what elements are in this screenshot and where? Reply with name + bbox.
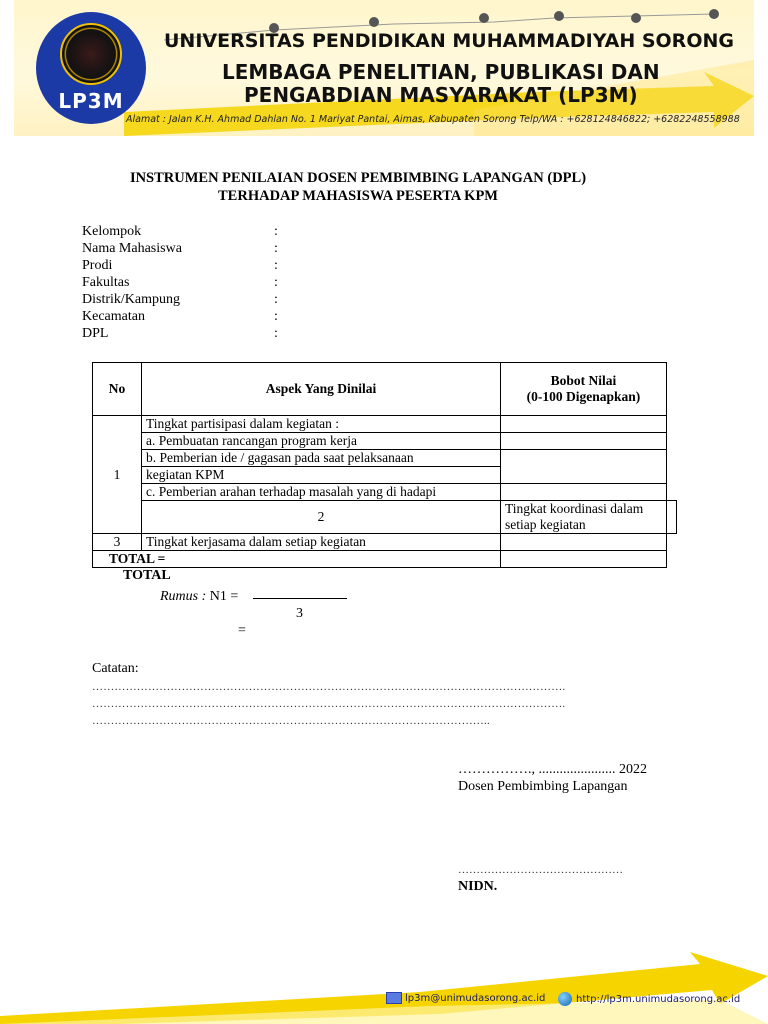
score-cell[interactable] <box>501 534 667 551</box>
document-title-line2: TERHADAP MAHASISWA PESERTA KPM <box>218 188 498 204</box>
score-cell[interactable] <box>667 501 677 534</box>
score-cell[interactable] <box>501 484 667 501</box>
header-aspek: Aspek Yang Dinilai <box>142 363 501 416</box>
field-colon: : <box>274 326 278 341</box>
document-title-line1: INSTRUMEN PENILAIAN DOSEN PEMBIMBING LAPANGAN (DPL) <box>129 170 587 186</box>
footer-email-text: lp3m@unimudasorong.ac.id <box>405 992 546 1004</box>
aspect-cell: Tingkat koordinasi dalam setiap kegiatan <box>501 501 667 534</box>
table-row <box>93 433 677 450</box>
footer-arrow-graphic <box>0 944 768 1024</box>
letterhead-banner <box>14 0 754 136</box>
table-row <box>93 450 677 467</box>
total-score-cell[interactable] <box>501 551 667 568</box>
header-bobot-line1: Bobot Nilai <box>550 373 617 388</box>
identity-fields <box>82 224 278 343</box>
formula-result-equals: = <box>238 623 246 638</box>
notes-line[interactable]: …………………………………………………………………………………………….. <box>92 715 490 727</box>
aspect-cell: c. Pemberian arahan terhadap masalah yang di hadapi <box>142 484 501 501</box>
table-row <box>93 501 677 534</box>
signature-name-line[interactable]: ……………………………………… <box>458 864 623 876</box>
mail-icon <box>386 992 402 1004</box>
field-colon: : <box>274 275 278 290</box>
field-label: Fakultas <box>82 275 130 290</box>
formula-label: Rumus : <box>160 589 207 604</box>
aspect-cell: b. Pemberian ide / gagasan pada saat pelaksanaan <box>142 450 501 467</box>
field-kelompok <box>82 224 278 241</box>
footer-email[interactable] <box>386 992 545 1004</box>
header-bobot <box>501 363 667 416</box>
notes-line[interactable]: ………………………………………………………………………………………………………………. <box>92 681 566 693</box>
field-colon: : <box>274 292 278 307</box>
signature-place-date[interactable]: ……………., ...................... 2022 <box>458 762 647 777</box>
table-row <box>93 416 677 433</box>
nidn-label: NIDN. <box>458 879 498 894</box>
globe-icon <box>558 992 572 1006</box>
lp3m-logo <box>36 12 146 124</box>
field-colon: : <box>274 224 278 239</box>
university-seal-icon <box>60 23 122 85</box>
notes-line[interactable]: ………………………………………………………………………………………………………………. <box>92 698 566 710</box>
table-header-row <box>93 363 677 416</box>
field-distrik-kampung <box>82 292 278 309</box>
university-name: UNIVERSITAS PENDIDIKAN MUHAMMADIYAH SORONG <box>164 30 734 52</box>
field-colon: : <box>274 309 278 324</box>
field-label: Distrik/Kampung <box>82 292 180 307</box>
table-total-row <box>93 551 677 568</box>
row-number: 2 <box>142 501 501 534</box>
notes-label: Catatan: <box>92 661 139 676</box>
total-label: TOTAL = <box>93 551 501 568</box>
header-bobot-line2: (0-100 Digenapkan) <box>526 389 641 404</box>
aspect-cell: Tingkat partisipasi dalam kegiatan : <box>142 416 501 433</box>
formula-expression: N1 = <box>209 589 239 604</box>
field-label: Prodi <box>82 258 113 273</box>
assessment-table <box>92 362 677 568</box>
logo-text: LP3M <box>58 89 124 113</box>
field-kecamatan <box>82 309 278 326</box>
field-label: Kecamatan <box>82 309 145 324</box>
field-fakultas <box>82 275 278 292</box>
field-nama-mahasiswa <box>82 241 278 258</box>
field-colon: : <box>274 241 278 256</box>
field-dpl <box>82 326 278 343</box>
formula-divisor: 3 <box>296 606 303 621</box>
institute-name-line2: PENGABDIAN MASYARAKAT (LP3M) <box>244 83 638 107</box>
formula <box>160 589 238 605</box>
aspect-cell: Tingkat kerjasama dalam setiap kegiatan <box>142 534 501 551</box>
field-label: Nama Mahasiswa <box>82 241 182 256</box>
row-number: 3 <box>93 534 142 551</box>
institute-address: Alamat : Jalan K.H. Ahmad Dahlan No. 1 Mariyat Pantai, Aimas, Kabupaten Sorong Telp/WA : +628124846822; +6282248558988 <box>126 114 740 125</box>
field-label: DPL <box>82 326 109 341</box>
score-cell[interactable] <box>501 450 667 484</box>
table-row <box>93 534 677 551</box>
aspect-cell: kegiatan KPM <box>142 467 501 484</box>
field-label: Kelompok <box>82 224 142 239</box>
footer-website[interactable] <box>558 992 740 1006</box>
table-row <box>93 484 677 501</box>
field-colon: : <box>274 258 278 273</box>
score-cell[interactable] <box>501 433 667 450</box>
footer-website-text: http://lp3m.unimudasorong.ac.id <box>576 993 741 1005</box>
total-heading: TOTAL <box>123 568 171 583</box>
aspect-cell: a. Pembuatan rancangan program kerja <box>142 433 501 450</box>
field-prodi <box>82 258 278 275</box>
header-no: No <box>93 363 142 416</box>
score-cell[interactable] <box>501 416 667 433</box>
row-number: 1 <box>93 416 142 534</box>
fraction-line <box>253 598 347 599</box>
institute-name-line1: LEMBAGA PENELITIAN, PUBLIKASI DAN <box>222 60 660 84</box>
signature-role: Dosen Pembimbing Lapangan <box>458 779 628 794</box>
